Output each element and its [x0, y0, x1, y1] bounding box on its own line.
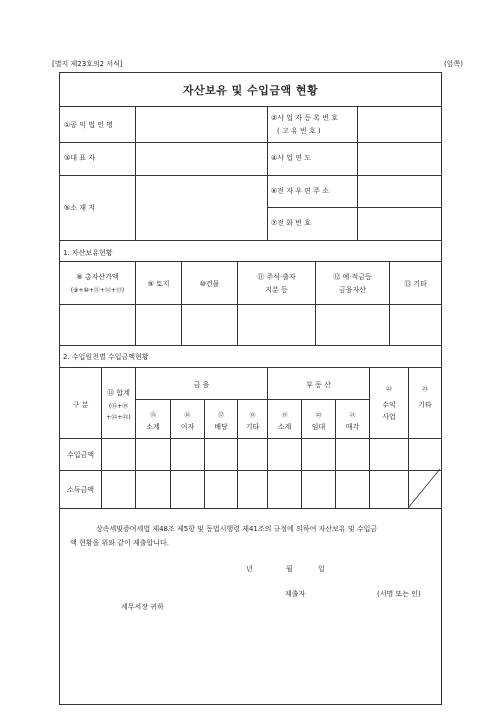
form-border-bottom	[59, 704, 442, 705]
income-total-formula-1: (⑮+⑲	[108, 403, 129, 410]
stock-label-sub: 지분 등	[265, 286, 288, 294]
address-label: ⑤소 재 지	[64, 204, 96, 212]
sub-rent-num: ⑳	[315, 412, 322, 419]
sub-rent-label: 임대	[311, 423, 326, 431]
deposit-label-sub: 금융자산	[338, 286, 367, 294]
deposit-label: ⑫ 예·적금등	[333, 273, 372, 281]
sub-re-subtotal-label: 소계	[277, 423, 292, 431]
land-label: ⑨ 토지	[147, 280, 170, 288]
ceo-label: ③대 표 자	[64, 154, 96, 162]
category-header: 구 분	[72, 401, 89, 409]
reg-no-sub-label: ( 고 유 번 호 )	[277, 127, 321, 135]
form-border-left	[59, 72, 60, 704]
year-label: ④사 업 연 도	[271, 154, 311, 162]
statement-line-2: 액 현황을 위와 같이 제출합니다.	[70, 539, 170, 547]
building-label: ⑩건물	[199, 280, 220, 288]
date-year-label: 년	[246, 565, 253, 573]
recipient-label: 세무서장 귀하	[121, 603, 164, 611]
income-amount-row-label: 수입금액	[66, 451, 95, 459]
profit-business-label: 수익	[382, 401, 396, 409]
section2-title: 2. 수입원천별 수입금액현황	[63, 353, 149, 361]
phone-label: ⑦전 화 번 호	[271, 219, 311, 227]
income-total-label: ⑭ 합계	[107, 389, 130, 397]
sub-dividend-num: ⑰	[217, 412, 224, 419]
other-income-number: ㉓	[421, 386, 428, 393]
total-assets-label: ⑧ 총자산가액	[76, 273, 119, 281]
income-total-formula-2: +㉒+㉓)	[106, 414, 131, 421]
corp-name-label: ①공 익 법 인 명	[64, 121, 113, 129]
reg-no-label: ②사 업 자 등 록 번 호	[271, 114, 338, 122]
page-side-label: (앞쪽)	[444, 60, 463, 68]
form-title: 자산보유 및 수입금액 현황	[182, 84, 319, 97]
form-border-top	[59, 72, 442, 73]
sub-fin-other-label: 기타	[245, 423, 260, 431]
empty-cell-diagonal	[408, 469, 440, 509]
signature-label: (서명 또는 인)	[377, 590, 421, 598]
sub-interest-label: 이자	[180, 423, 195, 431]
earned-amount-row-label: 소득금액	[66, 486, 95, 494]
date-day-label: 일	[318, 565, 325, 573]
other-income-label: 기타	[418, 401, 432, 409]
statement-line-1: 상속세및증여세법 제48조 제5항 및 동법시행령 제41조의 규정에 의하여 자산보유 및 수입금	[96, 525, 378, 533]
total-assets-formula: (⑨+⑩+⑪+⑫+⑬)	[70, 287, 125, 294]
sub-sale-num: ㉑	[349, 412, 356, 419]
sub-fin-other-num: ⑱	[249, 412, 256, 419]
realestate-header: 부 동 산	[306, 381, 331, 389]
sub-subtotal-num: ⑮	[149, 412, 156, 419]
profit-business-number: ㉒	[385, 386, 392, 393]
other-assets-label: ⑬ 기타	[404, 280, 427, 288]
form-number: [별지 제23호의2 서식]	[52, 60, 123, 68]
email-label: ⑥전 자 우 편 주 소	[271, 187, 329, 195]
stock-label: ⑪ 주식·출자	[257, 273, 296, 281]
sub-sale-label: 매각	[345, 423, 360, 431]
sub-dividend-label: 배당	[214, 423, 228, 431]
section1-title: 1. 자산보유현황	[63, 249, 113, 257]
finance-header: 금 융	[193, 381, 210, 389]
sub-re-subtotal-num: ⑲	[281, 412, 288, 419]
profit-business-label-sub: 사업	[382, 413, 396, 421]
date-month-label: 월	[286, 565, 293, 573]
form-border-right	[441, 72, 442, 704]
sub-subtotal-label: 소계	[146, 423, 160, 431]
submitter-label: 제출자	[285, 590, 306, 598]
sub-interest-num: ⑯	[184, 412, 191, 419]
